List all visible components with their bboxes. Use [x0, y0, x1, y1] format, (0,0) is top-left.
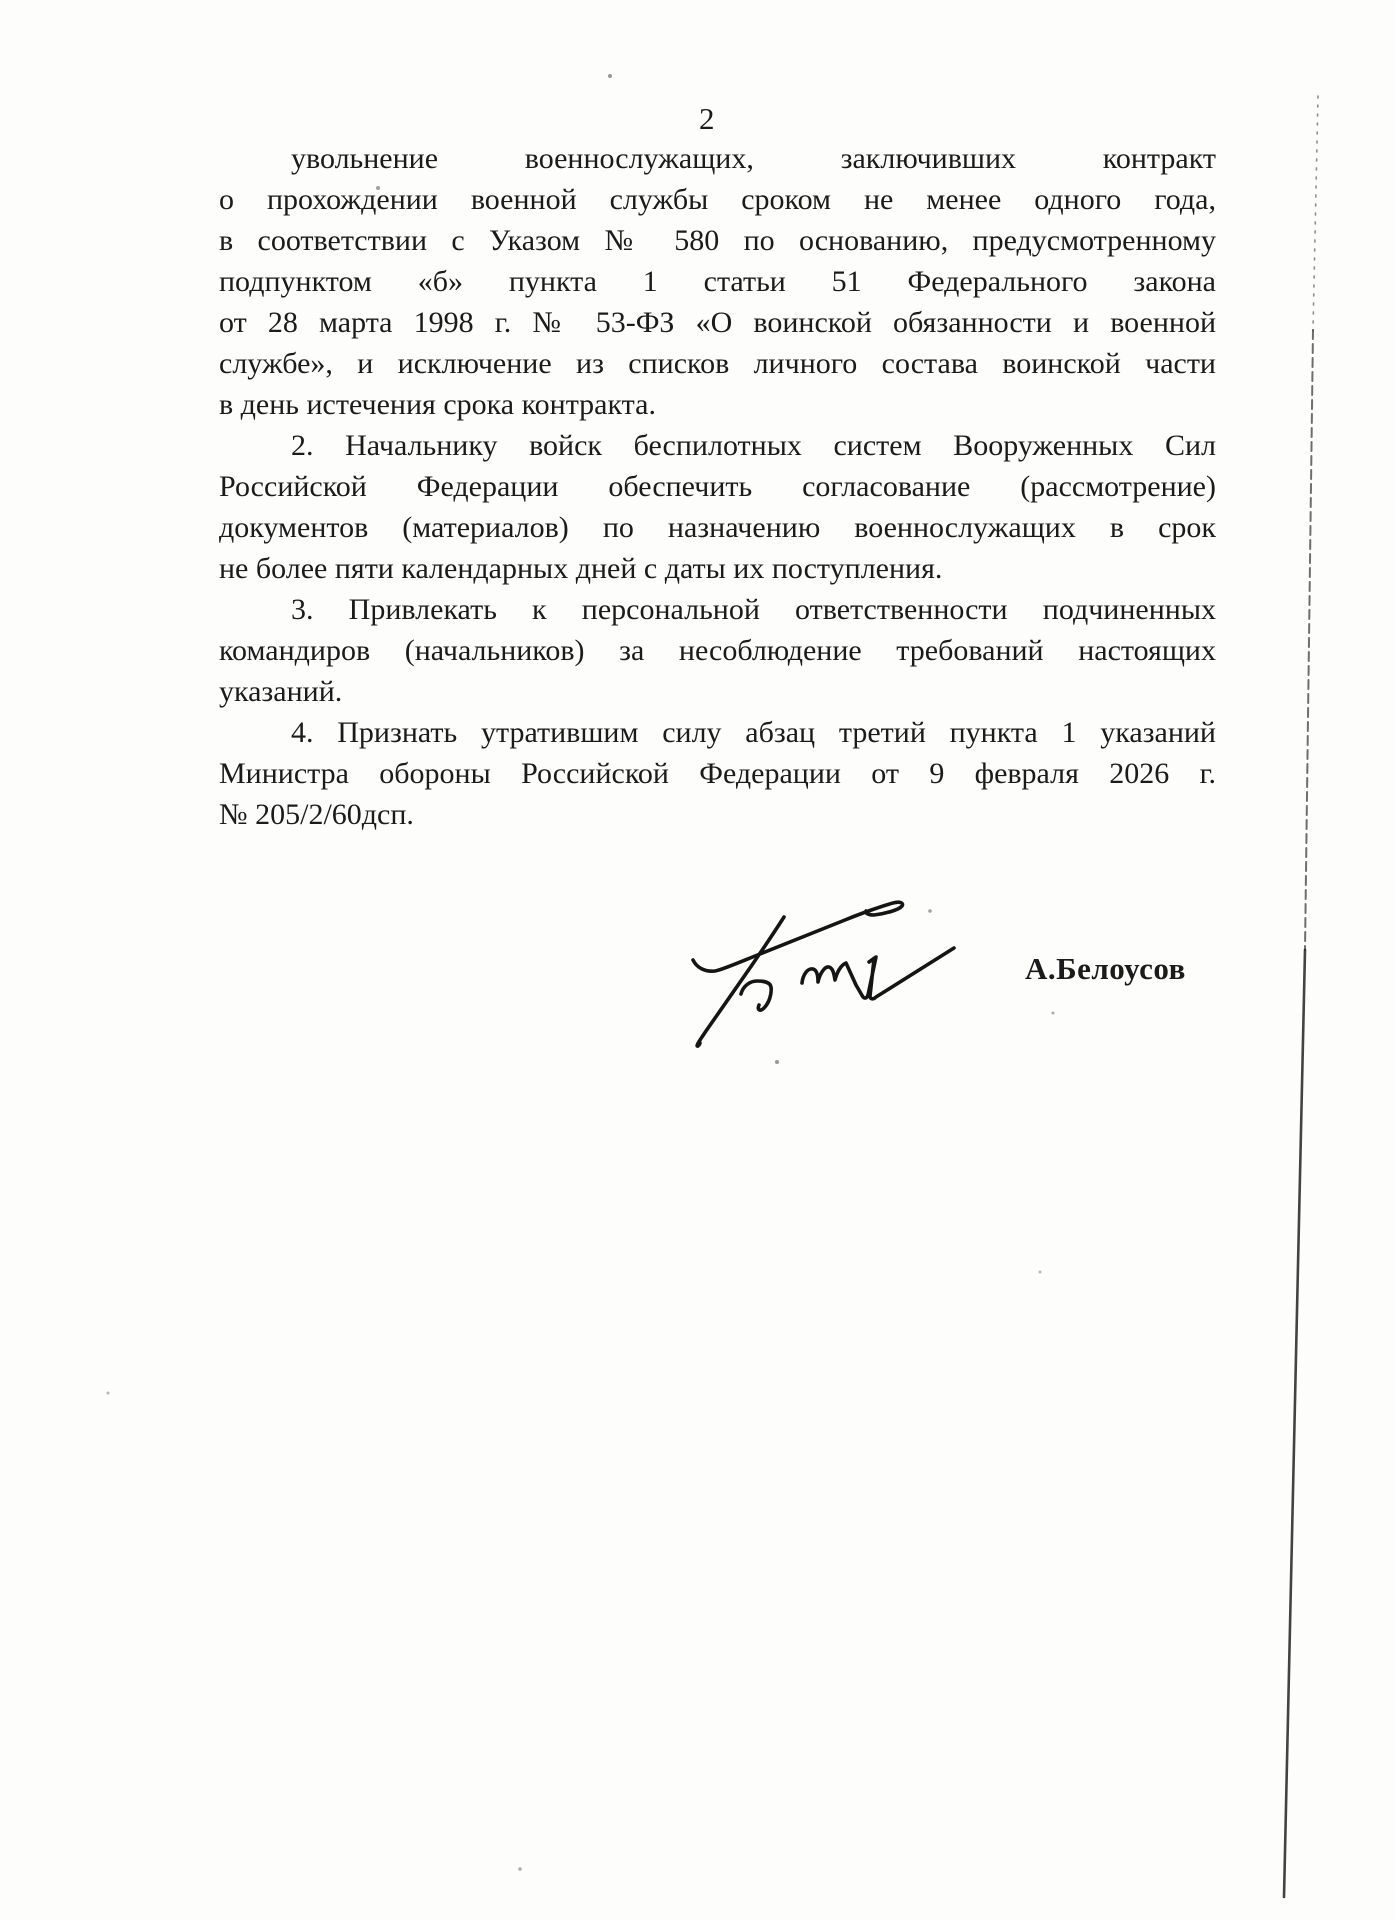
text-line: 2. Начальнику войск беспилотных систем Вооруженных Сил [291, 429, 1216, 462]
text-line: службе», и исключение из списков личного состава воинской части [219, 347, 1216, 380]
signature-scribble [693, 902, 954, 1046]
text-line: не более пяти календарных дней с даты их поступления. [219, 552, 943, 585]
scan-artifact-line [1284, 96, 1318, 1897]
text-line: подпунктом «б» пункта 1 статьи 51 Федерального закона [219, 265, 1216, 298]
text-line: 3. Привлекать к персональной ответственности подчиненных [291, 593, 1216, 626]
page-number: 2 [699, 101, 715, 136]
signature-stroke [693, 902, 903, 971]
scan-artifact-top [1313, 96, 1318, 330]
scan-speck [107, 1392, 110, 1395]
text-line: документов (материалов) по назначению военнослужащих в срок [219, 511, 1216, 544]
signatory-name: А.Белоусов [1025, 951, 1186, 986]
signature-stroke [802, 948, 954, 999]
text-line: 4. Признать утратившим силу абзац третий пункта 1 указаний [291, 716, 1216, 749]
scan-speck [775, 1060, 779, 1064]
scan-speck [518, 1867, 522, 1871]
scan-artifact-middle [1305, 330, 1313, 950]
text-line: от 28 марта 1998 г. № 53-ФЗ «О воинской обязанности и военной [219, 306, 1216, 339]
signature-stroke [741, 981, 771, 1010]
document-body [219, 138, 1216, 835]
scan-speck [608, 74, 612, 78]
text-line: увольнение военнослужащих, заключивших контракт [291, 142, 1216, 175]
scan-speck [1039, 1271, 1042, 1274]
text-line: Российской Федерации обеспечить согласование (рассмотрение) [219, 470, 1216, 503]
text-line: указаний. [219, 675, 343, 708]
text-line: командиров (начальников) за несоблюдение требований настоящих [219, 634, 1216, 667]
text-line: № 205/2/60дсп. [219, 798, 414, 831]
text-line: о прохождении военной службы сроком не менее одного года, [219, 183, 1216, 216]
scan-speck [928, 909, 932, 913]
text-line: Министра обороны Российской Федерации от 9 февраля 2026 г. [219, 757, 1216, 790]
text-line: в день истечения срока контракта. [219, 388, 656, 421]
scan-artifact-bottom [1284, 950, 1305, 1897]
scan-speck [1052, 1012, 1055, 1015]
signature-stroke [697, 917, 784, 1046]
text-line: в соответствии с Указом № 580 по основанию, предусмотренному [219, 224, 1216, 257]
